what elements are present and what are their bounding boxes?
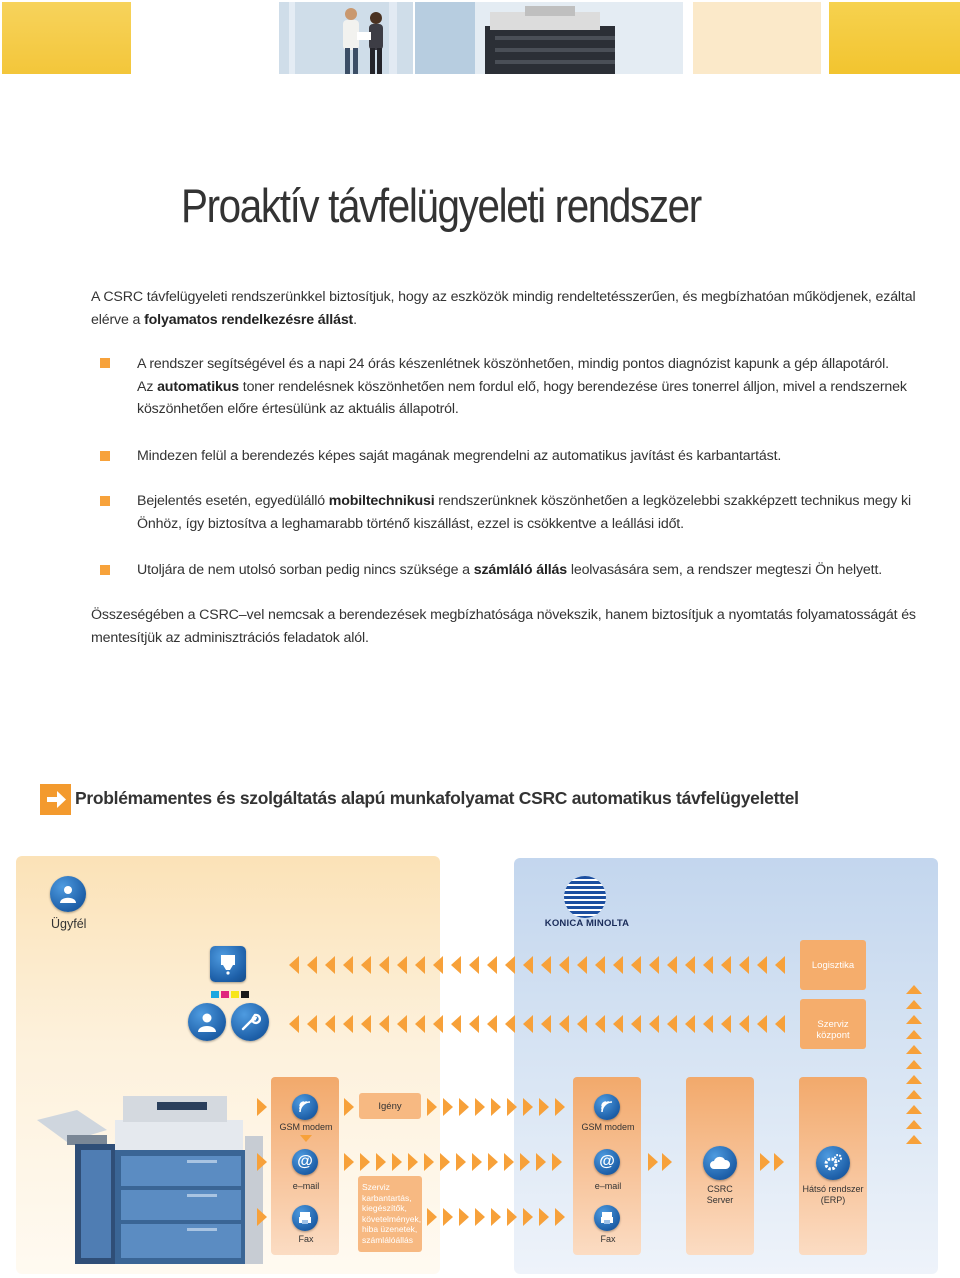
service-details-box	[358, 1176, 422, 1252]
bullet-marker	[100, 565, 110, 575]
header-yellow-block-right	[829, 2, 960, 74]
gears-icon	[816, 1146, 850, 1180]
header-photo-people	[279, 2, 413, 74]
erp-label: Hátsó rendszer (ERP)	[802, 1184, 864, 1205]
bullet-marker	[100, 358, 110, 368]
magenta-swatch	[221, 991, 229, 998]
request-label: Igény	[378, 1101, 402, 1112]
page-title: Proaktív távfelügyeleti rendszer	[181, 179, 701, 232]
intro-line-1: A CSRC távfelügyeleti rendszerünkkel biztosítjuk, hogy az eszközök mindig rendeltetésszerűen, és megbízhatóan működjenek, ezáltal	[91, 289, 916, 305]
wrench-icon	[231, 1003, 269, 1041]
intro-line-2: elérve a folyamatos rendelkezésre állást.	[91, 311, 357, 328]
email-at-icon: @	[292, 1149, 318, 1175]
bullet-4	[137, 559, 937, 582]
logistics-box	[800, 940, 866, 990]
workflow-title: Problémamentes és szolgáltatás alapú munkafolyamat CSRC automatikus távfelügyelettel	[75, 788, 799, 808]
customer-label: Ügyfél	[51, 917, 87, 931]
fax-icon	[594, 1205, 620, 1231]
technician-icon	[188, 1003, 226, 1041]
fax-icon	[292, 1205, 318, 1231]
email-at-icon: @	[594, 1149, 620, 1175]
summary-line-2: mentesítjük az adminisztrációs feladatok alól.	[91, 629, 369, 646]
bullet-2	[137, 445, 937, 468]
black-swatch	[241, 991, 249, 998]
bullet-3	[137, 490, 937, 535]
user-icon	[50, 876, 86, 912]
header-peach-block	[693, 2, 821, 74]
request-box	[359, 1093, 421, 1119]
bullet-1-line-3: köszönhetően előre értesülünk az aktuális állapotról.	[137, 401, 459, 417]
logistics-label: Logisztika	[811, 960, 855, 971]
email-label-right: e–mail	[594, 1181, 622, 1191]
brand-name: KONICA MINOLTA	[544, 918, 630, 929]
fax-label-left: Fax	[298, 1234, 314, 1244]
toner-icon	[210, 946, 246, 982]
service-center-label: Szerviz központ	[816, 1019, 850, 1041]
intro-bold-phrase: folyamatos rendelkezésre állást	[144, 311, 354, 328]
cloud-server-icon	[703, 1146, 737, 1180]
gsm-modem-label-right: GSM modem	[581, 1122, 635, 1132]
bullet-2-line-1: Mindezen felül a berendezés képes saját magának megrendelni az automatikus javítást és karbantartást.	[137, 448, 782, 464]
bullet-marker	[100, 451, 110, 461]
header-yellow-block-left	[2, 2, 131, 74]
yellow-swatch	[231, 991, 239, 998]
service-center-box	[800, 999, 866, 1049]
bullet-3-line-1: Bejelentés esetén, egyedülálló mobiltechnikusi rendszerünknek köszönhetően a legközelebbi szakképzett technikus megy ki	[137, 493, 911, 509]
konica-minolta-logo-icon	[564, 876, 606, 918]
bullet-4-line-1: Utoljára de nem utolsó sorban pedig nincs szüksége a számláló állás leolvasására sem, a rendszer megteszi Ön helyett.	[137, 562, 883, 578]
bullet-marker	[100, 496, 110, 506]
csrc-server-label: CSRC Server	[706, 1184, 734, 1205]
gsm-modem-icon	[292, 1094, 318, 1120]
gsm-modem-label-left: GSM modem	[279, 1122, 333, 1132]
summary-paragraph	[91, 604, 921, 649]
email-label-left: e–mail	[292, 1181, 320, 1191]
bullet-1-line-2: Az automatikus toner rendelésnek köszönhetően nem fordul elő, hogy berendezése üres tonerrel álljon, mivel a rendszernek	[137, 378, 907, 395]
printer-illustration	[37, 1090, 267, 1268]
header-photo-printer	[415, 2, 683, 74]
bullet-1	[137, 353, 937, 421]
fax-label-right: Fax	[600, 1234, 616, 1244]
arrow-right-icon	[40, 784, 71, 815]
gsm-modem-icon	[594, 1094, 620, 1120]
intro-paragraph	[91, 286, 921, 331]
cyan-swatch	[211, 991, 219, 998]
service-details-text: Szerviz karbantartás, kiegészítők, követelmények, hiba üzenetek, számlálóállás	[362, 1182, 422, 1245]
summary-line-1: Összeségében a CSRC–vel nemcsak a berendezések megbízhatósága növekszik, hanem biztosítjuk a nyomtatás folyamatosságát és	[91, 607, 916, 623]
bullet-1-line-1: A rendszer segítségével és a napi 24 órás készenlétnek köszönhetően, mindig pontos diagnózist kapunk a gép állapotáról.	[137, 356, 889, 372]
bullet-3-line-2: Önhöz, így biztosítva a leghamarabb történő kiszállást, ezzel is csökkentve a leállási időt.	[137, 515, 684, 532]
